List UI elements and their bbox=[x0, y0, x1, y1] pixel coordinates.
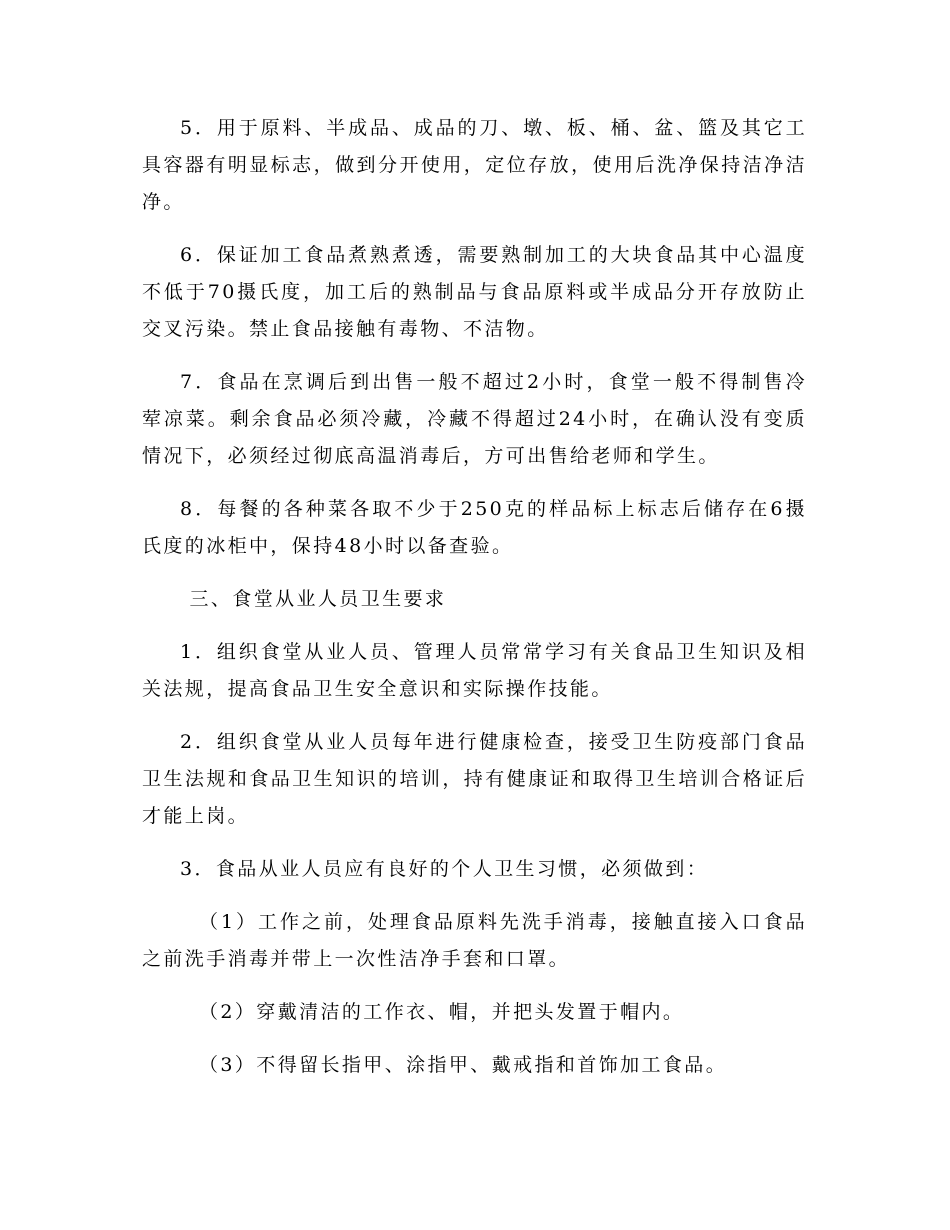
paragraph-item-7: 7．食品在烹调后到出售一般不超过2小时，食堂一般不得制售冷荤凉菜。剩余食品必须冷藏，冷藏不得超过24小时，在确认没有变质情况下，必须经过彻底高温消毒后，方可出售给老师和学生。 bbox=[142, 371, 807, 467]
sub-item-2: （2）穿戴清洁的工作衣、帽，并把头发置于帽内。 bbox=[199, 1001, 685, 1023]
section-heading: 三、食堂从业人员卫生要求 bbox=[189, 588, 447, 610]
sub-item-3: （3）不得留长指甲、涂指甲、戴戒指和首饰加工食品。 bbox=[199, 1054, 728, 1076]
paragraph-item-2: 2．组织食堂从业人员每年进行健康检查，接受卫生防疫部门食品卫生法规和食品卫生知识的培训，持有健康证和取得卫生培训合格证后才能上岗。 bbox=[142, 731, 807, 827]
paragraph-item-6: 6．保证加工食品煮熟煮透，需要熟制加工的大块食品其中心温度不低于70摄氏度，加工后的熟制品与食品原料或半成品分开存放防止交叉污染。禁止食品接触有毒物、不洁物。 bbox=[142, 244, 807, 340]
document-page bbox=[142, 110, 807, 1100]
paragraph-item-1: 1．组织食堂从业人员、管理人员常常学习有关食品卫生知识及相关法规，提高食品卫生安全意识和实际操作技能。 bbox=[142, 641, 807, 700]
paragraph-item-5: 5．用于原料、半成品、成品的刀、墩、板、桶、盆、篮及其它工具容器有明显标志，做到分开使用，定位存放，使用后洗净保持洁净洁净。 bbox=[142, 117, 807, 213]
paragraph-item-8: 8．每餐的各种菜各取不少于250克的样品标上标志后储存在6摄氏度的冰柜中，保持48小时以备查验。 bbox=[142, 498, 807, 557]
sub-item-1: （1）工作之前，处理食品原料先洗手消毒，接触直接入口食品之前洗手消毒并带上一次性洁净手套和口罩。 bbox=[142, 911, 807, 970]
paragraph-item-3: 3．食品从业人员应有良好的个人卫生习惯，必须做到： bbox=[180, 858, 709, 880]
